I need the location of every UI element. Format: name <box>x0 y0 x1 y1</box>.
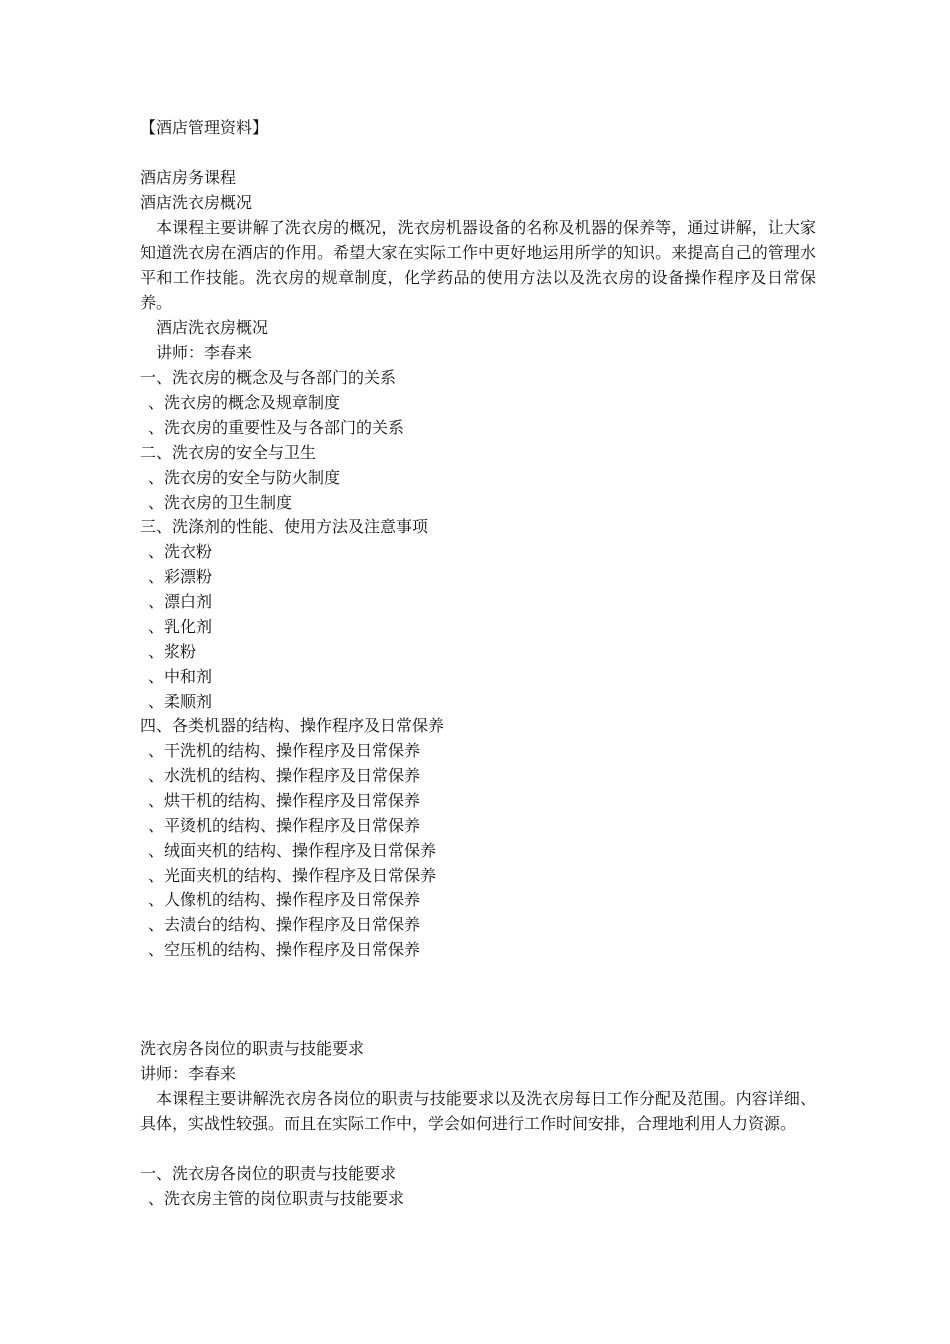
list-item: 、人像机的结构、操作程序及日常保养 <box>148 890 421 909</box>
section-heading: 一、洗衣房各岗位的职责与技能要求 <box>140 1164 397 1183</box>
list-item: 、去渍台的结构、操作程序及日常保养 <box>148 915 421 934</box>
list-item: 、平烫机的结构、操作程序及日常保养 <box>148 816 421 835</box>
course-intro: 本课程主要讲解洗衣房各岗位的职责与技能要求以及洗衣房每日工作分配及范围。内容详细、具体，实战性较强。而且在实际工作中，学会如何进行工作时间安排，合理地利用人力资源。 <box>140 1089 816 1133</box>
section-heading: 一、洗衣房的概念及与各部门的关系 <box>140 368 397 387</box>
course-lecturer: 讲师：李春来 <box>140 1064 237 1083</box>
list-item: 、漂白剂 <box>148 592 213 611</box>
course-category: 酒店房务课程 <box>140 168 237 187</box>
list-item: 、中和剂 <box>148 667 213 686</box>
list-item: 、水洗机的结构、操作程序及日常保养 <box>148 766 421 785</box>
course-lecturer: 讲师：李春来 <box>156 343 253 362</box>
list-item: 、洗衣房的重要性及与各部门的关系 <box>148 418 405 437</box>
course-subtitle: 酒店洗衣房概况 <box>156 318 269 337</box>
list-item: 、干洗机的结构、操作程序及日常保养 <box>148 741 421 760</box>
course-title: 酒店洗衣房概况 <box>140 193 253 212</box>
list-item: 、彩漂粉 <box>148 567 213 586</box>
list-item: 、洗衣粉 <box>148 542 213 561</box>
list-item: 、光面夹机的结构、操作程序及日常保养 <box>148 866 437 885</box>
list-item: 、洗衣房的概念及规章制度 <box>148 393 341 412</box>
section-heading: 三、洗涤剂的性能、使用方法及注意事项 <box>140 517 429 536</box>
list-item: 、柔顺剂 <box>148 692 213 711</box>
course-intro: 本课程主要讲解了洗衣房的概况，洗衣房机器设备的名称及机器的保养等，通过讲解，让大家知道洗衣房在酒店的作用。希望大家在实际工作中更好地运用所学的知识。来提高自己的管理水平和工作技能。洗衣房的规章制度，化学药品的使用方法以及洗衣房的设备操作程序及日常保养。 <box>140 218 816 312</box>
document-tag: 【酒店管理资料】 <box>140 118 269 137</box>
list-item: 、洗衣房的安全与防火制度 <box>148 468 341 487</box>
list-item: 、浆粉 <box>148 642 197 661</box>
list-item: 、乳化剂 <box>148 617 213 636</box>
list-item: 、绒面夹机的结构、操作程序及日常保养 <box>148 841 437 860</box>
list-item: 、洗衣房的卫生制度 <box>148 493 293 512</box>
section-heading: 二、洗衣房的安全与卫生 <box>140 443 317 462</box>
list-item: 、烘干机的结构、操作程序及日常保养 <box>148 791 421 810</box>
list-item: 、洗衣房主管的岗位职责与技能要求 <box>148 1189 405 1208</box>
list-item: 、空压机的结构、操作程序及日常保养 <box>148 940 421 959</box>
section-heading: 四、各类机器的结构、操作程序及日常保养 <box>140 716 445 735</box>
course-title: 洗衣房各岗位的职责与技能要求 <box>140 1039 365 1058</box>
